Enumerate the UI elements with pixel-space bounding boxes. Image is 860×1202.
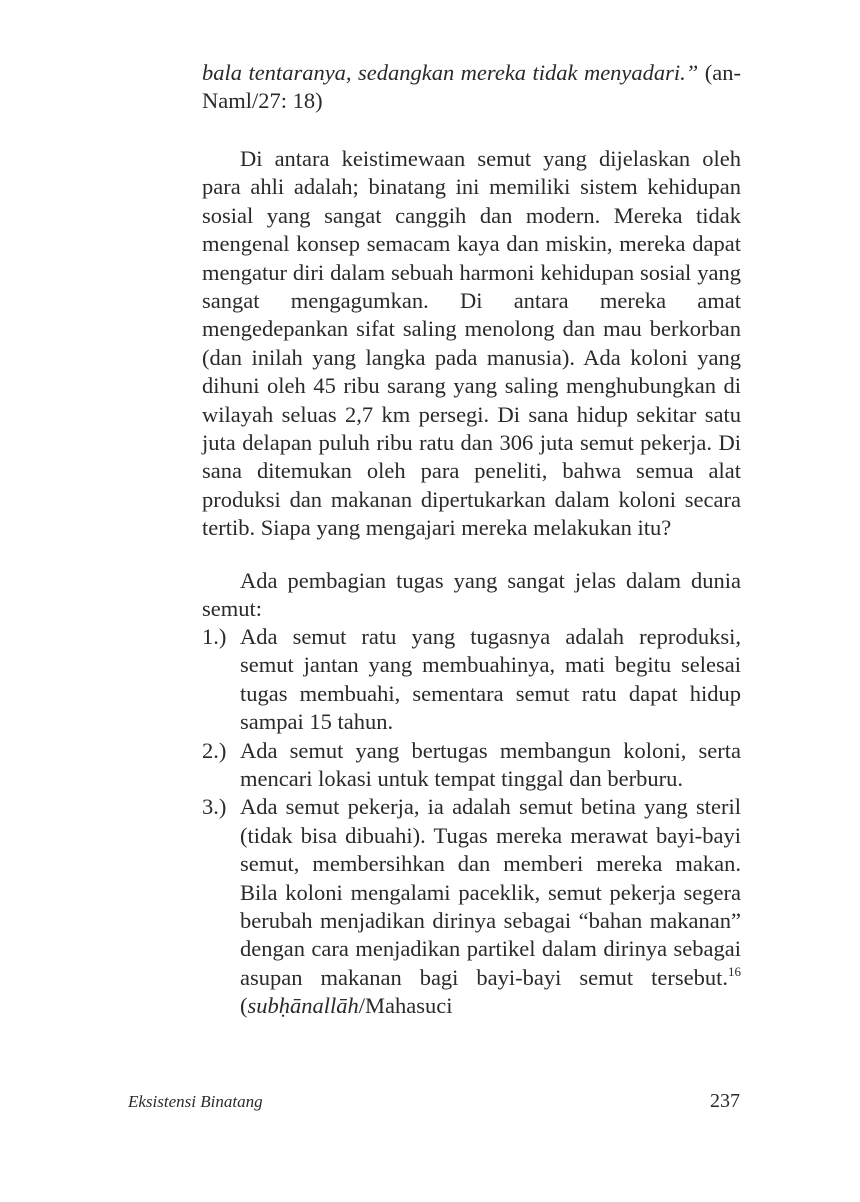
- page-number: 237: [710, 1090, 740, 1112]
- list-item: [202, 793, 741, 1020]
- list-item-text: Ada semut pekerja, ia adalah semut betina yang steril (tidak bisa dibuahi). Tugas mereka merawat bayi-bayi semut, membersihkan dan memberi mereka makan. Bila koloni mengalami paceklik, semut pekerja segera berubah menjadikan dirinya sebagai “bahan makanan” dengan cara menjadikan partikel dalam dirinya sebagai asupan makanan bagi bayi-bayi semut tersebut.: [240, 794, 741, 990]
- list-item-text-tail: /Mahasuci: [358, 993, 453, 1019]
- running-footer-title: Eksistensi Binatang: [128, 1092, 263, 1111]
- paragraph-ant-social-system: Di antara keistimewaan semut yang dijelaskan oleh para ahli adalah; binatang ini memiliki sistem kehidupan sosial yang sangat canggih dan modern. Mereka tidak mengenal konsep semacam kaya dan miskin, mereka dapat mengatur diri dalam sebuah harmoni kehidupan sosial yang sangat mengagumkan. Di antara mereka amat mengedepankan sifat saling menolong dan mau berkorban (dan inilah yang langka pada manusia). Ada koloni yang dihuni oleh 45 ribu sarang yang saling menghubungkan di wilayah seluas 2,7 km persegi. Di sana hidup sekitar satu juta delapan puluh ribu ratu dan 306 juta semut pekerja. Di sana ditemukan oleh para peneliti, bahwa semua alat produksi dan makanan dipertukarkan dalam koloni secara tertib. Siapa yang mengajari mereka melakukan itu?: [202, 146, 741, 541]
- list-item-text: Ada semut yang bertugas membangun koloni, serta mencari lokasi untuk tempat tinggal dan berburu.: [240, 737, 741, 792]
- quote-continuation: [202, 59, 741, 116]
- quote-text: bala tentaranya, sedangkan mereka tidak menyadari.”: [202, 60, 699, 85]
- list-item: [202, 623, 741, 737]
- footnote-marker: 16: [728, 963, 741, 979]
- list-item: [202, 737, 741, 794]
- list-item-number: 2.): [202, 737, 227, 763]
- list-item-number: 3.): [202, 794, 227, 820]
- paragraph-division-of-labor: Ada pembagian tugas yang sangat jelas dalam dunia semut:: [202, 568, 741, 622]
- list-item-text: Ada semut ratu yang tugasnya adalah reproduksi, semut jantan yang membuahinya, mati begitu selesai tugas membuahi, sementara semut ratu dapat hidup sampai 15 tahun.: [240, 624, 741, 735]
- ant-roles-list: [202, 623, 741, 1021]
- quote-reference: (an-Naml/27: 18): [202, 60, 741, 114]
- list-item-number: 1.): [202, 624, 227, 649]
- list-item-text-open: (: [240, 993, 248, 1019]
- list-item-italic-phrase: subḥānallāh: [247, 993, 359, 1019]
